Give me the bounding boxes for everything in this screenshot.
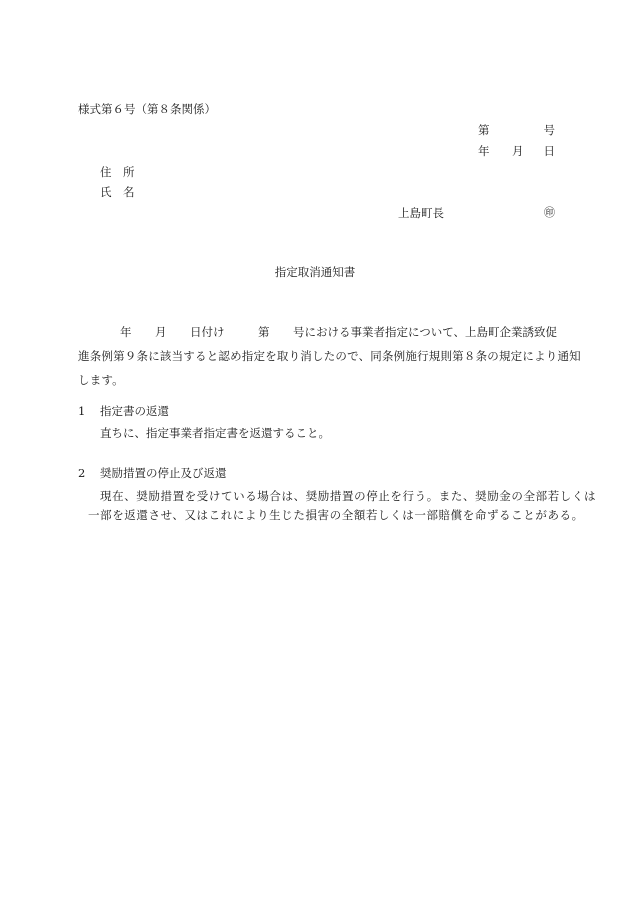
date-month: 月 xyxy=(512,144,524,158)
date-year: 年 xyxy=(478,144,490,158)
body-paragraph xyxy=(78,320,581,392)
section-1-body: 直ちに、指定事業者指定書を返還すること。 xyxy=(100,426,330,440)
section-2-heading xyxy=(78,466,227,480)
date-day: 日 xyxy=(543,144,555,158)
body-line-1-rest: 号における事業者指定について、上島町企業誘致促 xyxy=(293,325,558,339)
section-2-body-line-2: 一部を返還させ、又はこれにより生じた損害の全額若しくは一部賠償を命ずることがある。 xyxy=(88,508,584,522)
name-label: 氏 名 xyxy=(100,185,135,199)
body-year: 年 xyxy=(120,325,132,339)
body-number-prefix: 第 xyxy=(258,325,270,339)
section-2-number: 2 xyxy=(78,466,86,480)
document-title: 指定取消通知書 xyxy=(274,265,356,279)
document-number-prefix: 第 xyxy=(478,123,490,137)
section-2-title: 奨励措置の停止及び返還 xyxy=(100,466,227,480)
section-1-heading xyxy=(78,404,169,418)
form-label: 様式第６号（第８条関係） xyxy=(78,102,216,116)
document-number-suffix: 号 xyxy=(543,123,555,137)
body-line-3: します。 xyxy=(78,373,124,387)
section-2-body-line-1: 現在、奨励措置を受けている場合は、奨励措置の停止を行う。また、奨励金の全部若しくは xyxy=(100,489,597,503)
section-1-number: 1 xyxy=(78,404,86,418)
address-label: 住 所 xyxy=(100,165,135,179)
body-date-suffix: 日付け xyxy=(190,325,225,339)
sender-title: 上島町長 xyxy=(398,206,444,220)
section-1-title: 指定書の返還 xyxy=(100,404,169,418)
body-line-2: 進条例第９条に該当すると認め指定を取り消したので、同条例施行規則第８条の規定により通知 xyxy=(78,349,581,363)
body-line-1 xyxy=(78,320,558,344)
seal-mark: ㊞ xyxy=(544,206,555,219)
body-month: 月 xyxy=(155,325,167,339)
